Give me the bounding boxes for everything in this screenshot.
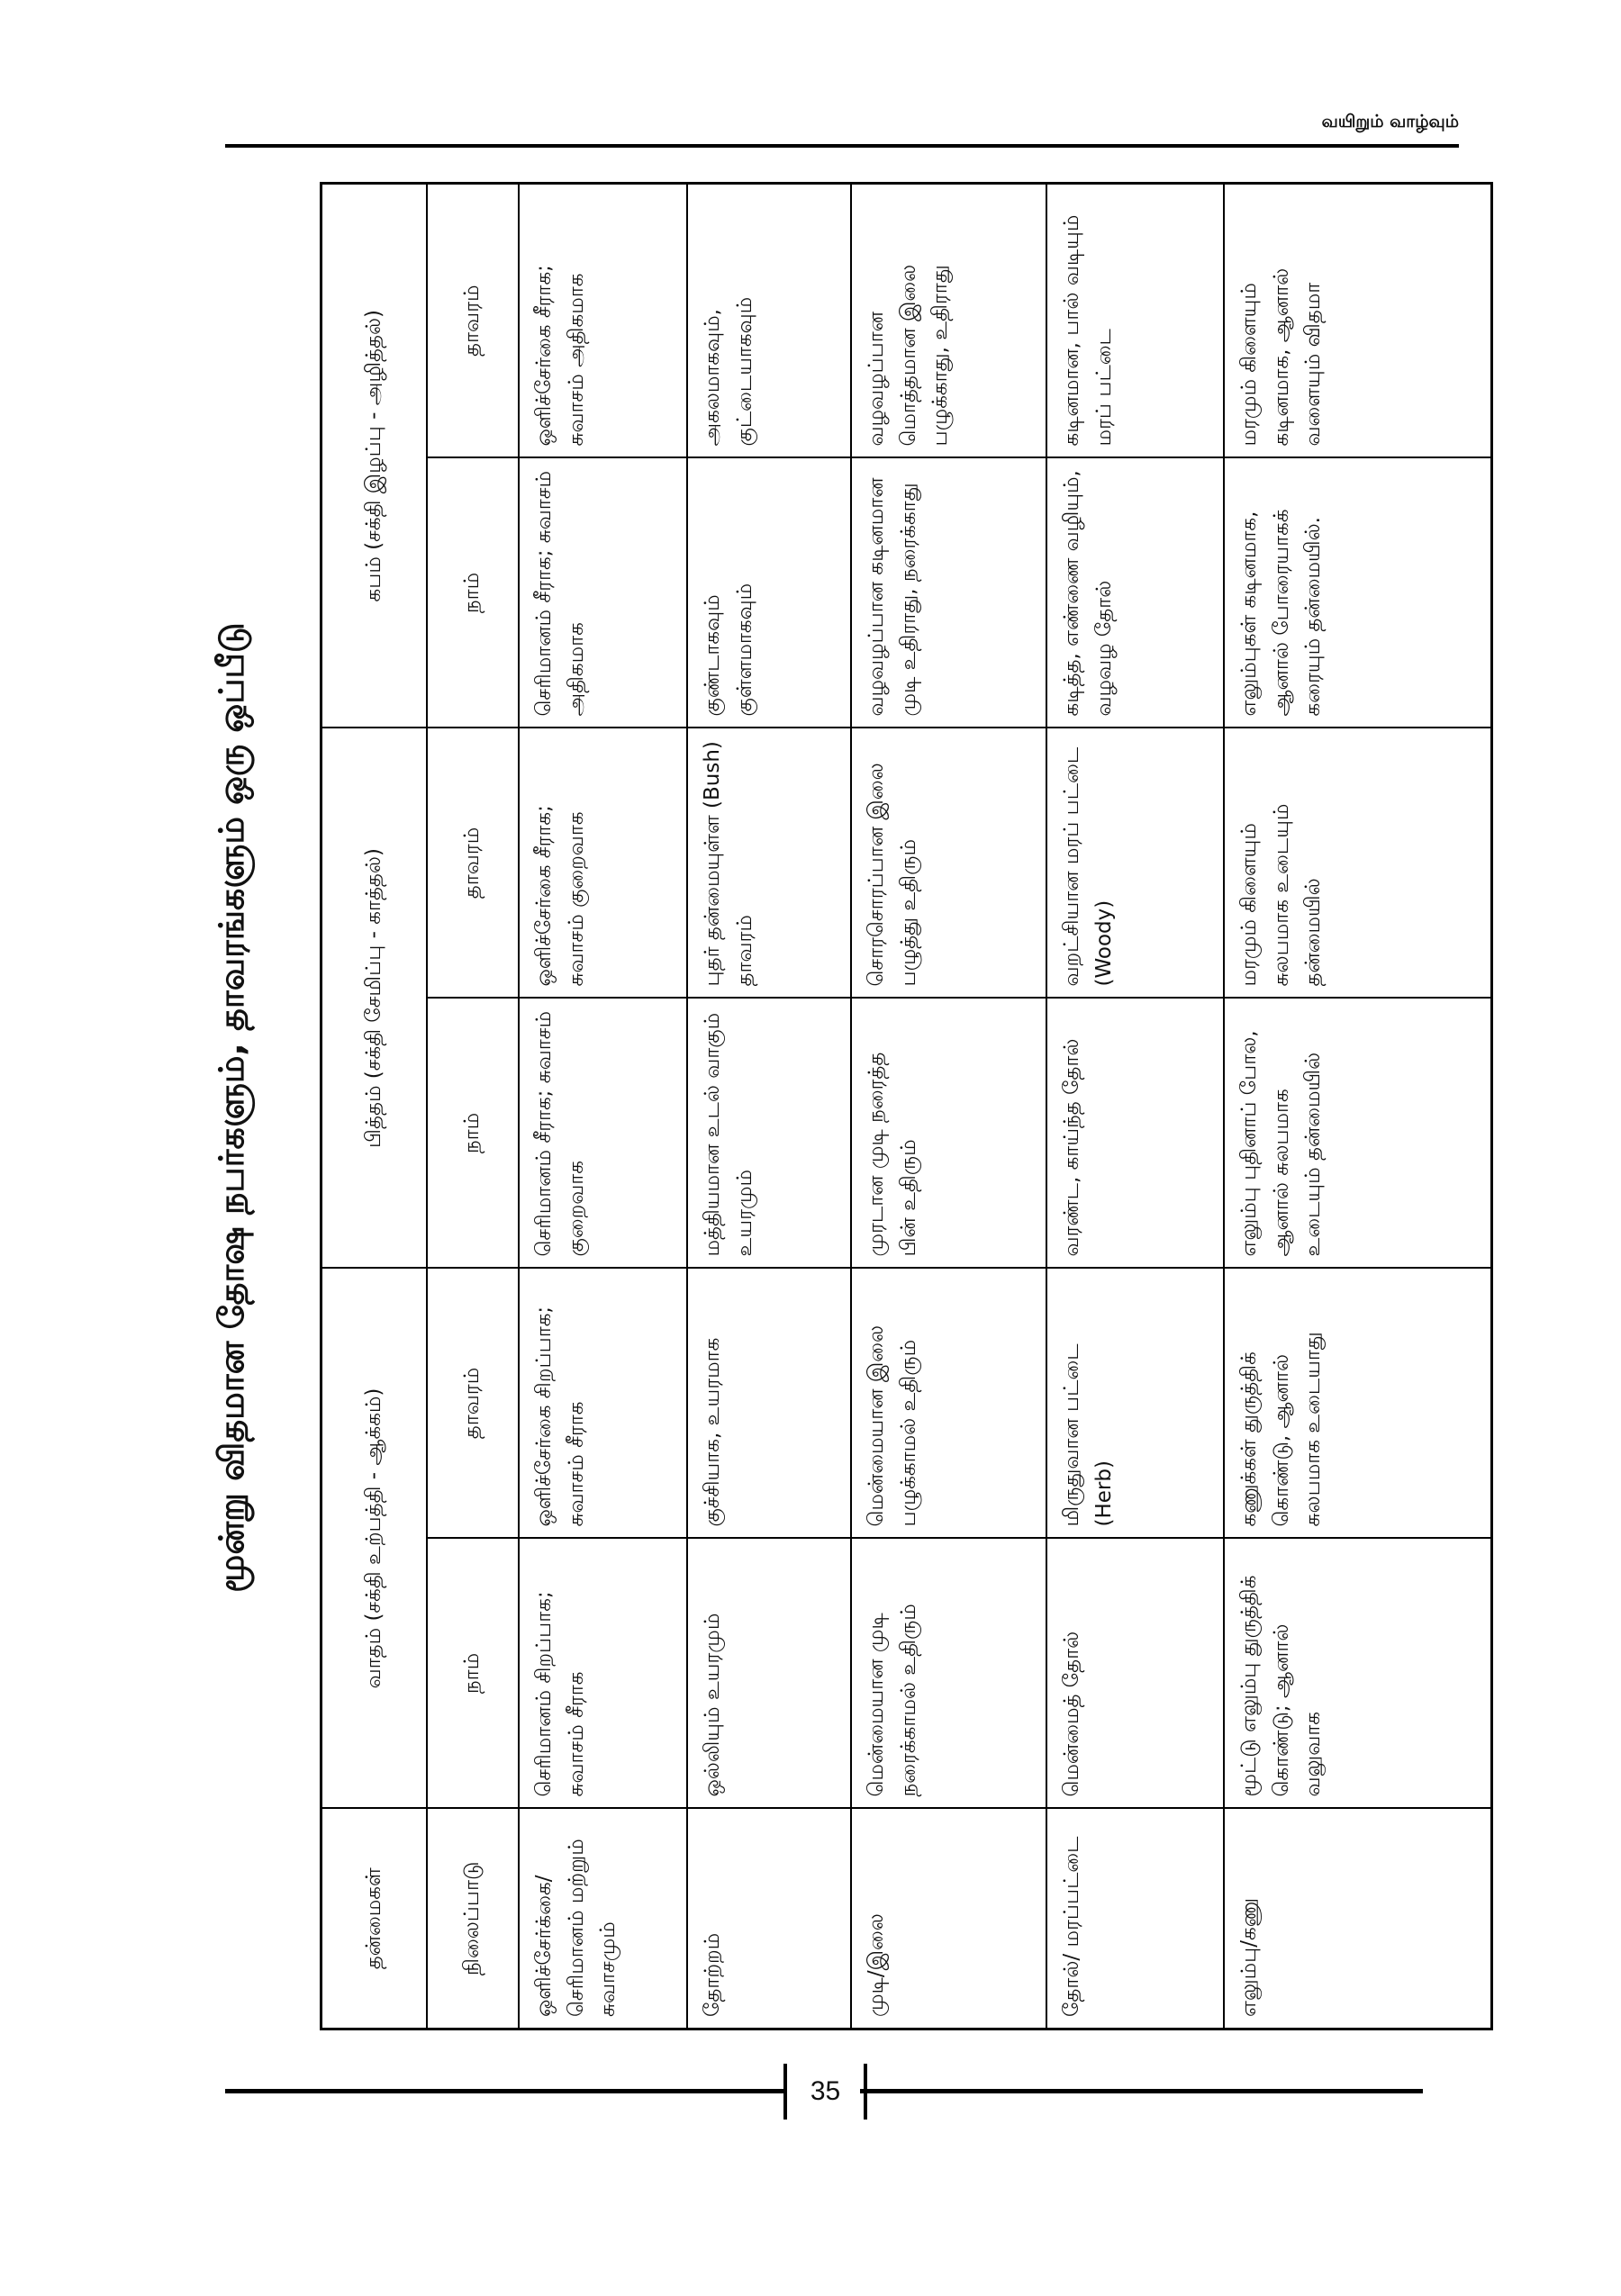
table-cell: எலும்பு புதினாப் போல, ஆனால் சுலபமாக உடையும் தன்மையில் (1224, 999, 1492, 1269)
table-cell: வழவழப்பான மொத்தமான இலை பழுக்காது, உதிராது (851, 183, 1046, 457)
table-cell: மத்தியமான உடல் வாகும் உயரமும் (687, 999, 851, 1269)
table-cell: வரண்ட, காய்ந்த தோல் (1046, 999, 1224, 1269)
table-cell: குண்டாகவும் குள்ளமாகவும் (687, 457, 851, 728)
table-cell: தாவரம் (427, 183, 519, 457)
table-cell: வழவழப்பான கடினமான முடி உதிராது, நரைக்காது (851, 457, 1046, 728)
table-cell: எலும்பு/கணு (1224, 1809, 1492, 2029)
header-pitham: பித்தம் (சக்தி சேமிப்பு - காத்தல்) (321, 728, 428, 1268)
footer-rule-right (860, 2089, 1423, 2093)
page-number: 35 (783, 2064, 867, 2120)
table-cell: மென்மையான இலை பழுக்காமல் உதிரும் (851, 1269, 1046, 1539)
table-cell: மென்மையான முடி நரைக்காமல் உதிரும் (851, 1539, 1046, 1809)
header-traits: தன்மைகள் (321, 1809, 428, 2029)
top-rule (225, 144, 1459, 148)
table-cell: ஒளிச்சேர்கை சிறப்பாக; சுவாசம் சீராக (519, 1269, 687, 1539)
table-cell: நாம் (427, 1539, 519, 1809)
table-header-row (321, 183, 428, 2029)
table-cell: சொரசொரப்பான இலை பழுத்து உதிரும் (851, 728, 1046, 998)
table-cell: கடினமான, பால் வடியும் மரப் பட்டை (1046, 183, 1224, 457)
table-cell: மரமும் கிளையும் கடினமாக, ஆனால் வளையும் விதமா (1224, 183, 1492, 457)
table-cell: மூட்டு எலும்பு துருத்திக் கொண்டு; ஆனால் வலுவாக (1224, 1539, 1492, 1809)
table-cell: மரமும் கிளையும் சுலபமாக உடையும் தன்மையில் (1224, 728, 1492, 998)
header-vatham: வாதம் (சக்தி உற்பத்தி - ஆக்கம்) (321, 1269, 428, 1809)
table-cell: குச்சியாக, உயரமாக (687, 1269, 851, 1539)
rotated-content (185, 185, 1418, 2030)
table-cell: அகலமாகவும், குட்டையாகவும் (687, 183, 851, 457)
table-cell: நாம் (427, 999, 519, 1269)
table-cell: செரிமானம் சிறப்பாக; சுவாசம் சீராக (519, 1539, 687, 1809)
running-head: வயிறும் வாழ்வும் (1321, 112, 1459, 131)
footer-rule-left (225, 2089, 783, 2093)
table-row (851, 183, 1046, 2029)
table-cell: தோற்றம் (687, 1809, 851, 2029)
table-cell: ஒளிச்சேர்கை சீராக; சுவாசம் அதிகமாக (519, 183, 687, 457)
page-title: மூன்று விதமான தோஷ நபர்களும், தாவரங்களும் ஒரு ஒப்பீடு (212, 622, 251, 1593)
table-cell: எலும்புகள் கடினமாக, ஆனால் போரையாகக் கரையும் தன்மையில். (1224, 457, 1492, 728)
header-kapam: கபம் (சக்தி இழப்பு - அழித்தல்) (321, 183, 428, 728)
table-cell: வறட்சியான மரப் பட்டை (Woody) (1046, 728, 1224, 998)
table-row (1224, 183, 1492, 2029)
table-row (687, 183, 851, 2029)
table-cell: முரடான முடி நரைத்த பின் உதிரும் (851, 999, 1046, 1269)
table-cell: ஒல்லியும் உயரமும் (687, 1539, 851, 1809)
table-cell: செரிமானம் சீராக; சுவாசம் குறைவாக (519, 999, 687, 1269)
table-cell: புதர் தன்மையுள்ள (Bush) தாவரம் (687, 728, 851, 998)
table-cell: ஒளிச்சேர்கை சீராக; சுவாசம் குறைவாக (519, 728, 687, 998)
table-cell: கணுக்கள் துருத்திக் கொண்டு, ஆனால் சுலபமாக உடையாது (1224, 1269, 1492, 1539)
comparison-table (320, 182, 1493, 2030)
table-cell: மிருதுவான பட்டை (Herb) (1046, 1269, 1224, 1539)
table-cell: ஒளிச்சேர்க்கை/ செரிமானம் மற்றும் சுவாசமும் (519, 1809, 687, 2029)
table-cell: தாவரம் (427, 728, 519, 998)
table-cell: செரிமானம் சீராக; சுவாசம் அதிகமாக (519, 457, 687, 728)
table-cell: முடி/இலை (851, 1809, 1046, 2029)
table-cell: தாவரம் (427, 1269, 519, 1539)
table-cell: நாம் (427, 457, 519, 728)
table-cell: நிலைப்பாடு (427, 1809, 519, 2029)
table-row (1046, 183, 1224, 2029)
table-row (519, 183, 687, 2029)
table-cell: மென்மைத் தோல் (1046, 1539, 1224, 1809)
table-cell: தோல்/ மரப்பட்டை (1046, 1809, 1224, 2029)
table-cell: கடித்த, எண்ணை வழியும், வழவழ தோல் (1046, 457, 1224, 728)
table-row (427, 183, 519, 2029)
